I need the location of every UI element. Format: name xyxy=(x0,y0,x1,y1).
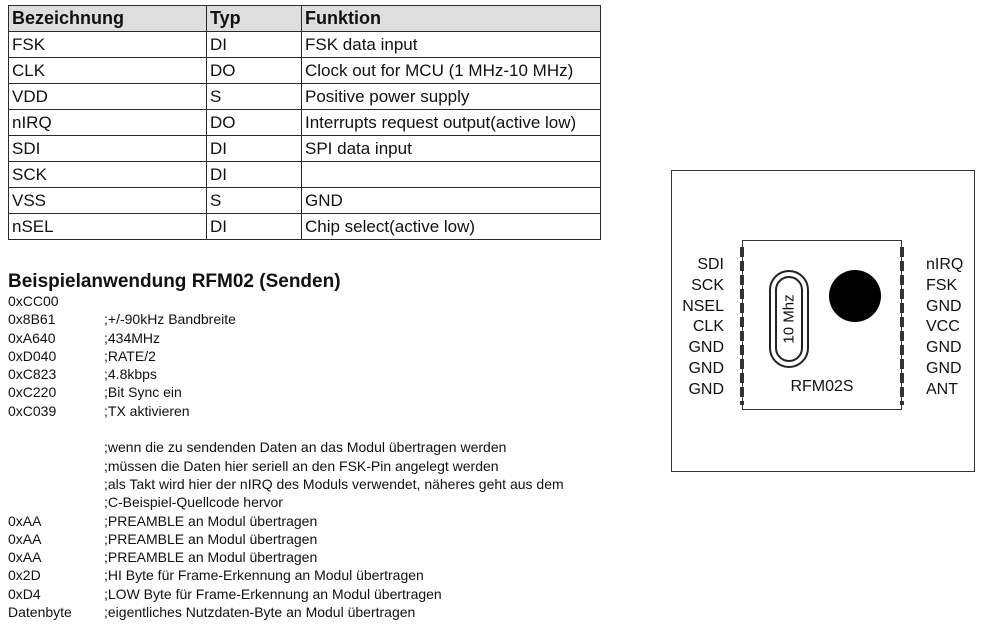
pin-label: GND xyxy=(688,380,724,398)
cell-type: DO xyxy=(207,58,302,84)
cell-name: nSEL xyxy=(9,214,207,240)
table-row xyxy=(9,214,601,240)
cell-function: Clock out for MCU (1 MHz-10 MHz) xyxy=(302,58,601,84)
rfm02s-module xyxy=(742,240,902,410)
cell-name: VDD xyxy=(9,84,207,110)
cell-type: DI xyxy=(207,162,302,188)
code-value: 0xAA xyxy=(8,549,42,566)
pin-label: CLK xyxy=(692,318,724,336)
code-comment: ;434MHz xyxy=(104,329,161,346)
cell-type: DO xyxy=(207,110,302,136)
code-comment: ;als Takt wird hier der nIRQ des Moduls verwendet, näheres geht aus dem xyxy=(104,475,564,492)
pin-label: nIRQ xyxy=(926,256,964,273)
code-value: 0xC220 xyxy=(8,384,57,401)
section-title: Beispielanwendung RFM02 (Senden) xyxy=(8,271,341,292)
pin1-marker-dot xyxy=(829,270,881,322)
code-comment: ;PREAMBLE an Modul übertragen xyxy=(104,530,318,547)
header-funktion: Funktion xyxy=(302,6,601,32)
code-comment: ;LOW Byte für Frame-Erkennung an Modul übertragen xyxy=(104,585,442,602)
cell-type: DI xyxy=(207,32,302,58)
crystal-label: 10 Mhz xyxy=(780,294,798,344)
cell-name: SDI xyxy=(9,136,207,162)
cell-name: FSK xyxy=(9,32,207,58)
table-header-row xyxy=(9,6,601,32)
module-name: RFM02S xyxy=(790,378,854,395)
code-value: 0x2D xyxy=(8,567,41,584)
cell-type: DI xyxy=(207,136,302,162)
cell-function: Positive power supply xyxy=(302,84,601,110)
pin-label: GND xyxy=(926,297,962,315)
cell-function: FSK data input xyxy=(302,32,601,58)
code-value: 0xAA xyxy=(8,512,42,529)
code-comment: ;4.8kbps xyxy=(104,366,157,383)
cell-name: CLK xyxy=(9,58,207,84)
table-row xyxy=(9,58,601,84)
cell-name: SCK xyxy=(9,162,207,188)
code-comment: ;wenn die zu sendenden Daten an das Modul übertragen werden xyxy=(104,439,507,456)
code-comment: ;HI Byte für Frame-Erkennung an Modul übertragen xyxy=(104,567,424,584)
code-value: 0x8B61 xyxy=(8,311,56,328)
crystal-oscillator xyxy=(769,270,809,368)
pin-label: FSK xyxy=(926,276,958,294)
cell-function: GND xyxy=(302,188,601,214)
cell-name: VSS xyxy=(9,188,207,214)
table-row xyxy=(9,162,601,188)
code-comment: ;PREAMBLE an Modul übertragen xyxy=(104,512,318,529)
code-comment: ;eigentliches Nutzdaten-Byte an Modul übertragen xyxy=(104,604,416,621)
code-comment: ;TX aktivieren xyxy=(104,402,190,419)
table-row xyxy=(9,110,601,136)
code-comment: ;müssen die Daten hier seriell an den FSK-Pin angelegt werden xyxy=(104,457,499,474)
cell-type: S xyxy=(207,84,302,110)
code-value: 0xAA xyxy=(8,530,42,547)
right-pin-labels xyxy=(926,255,963,401)
cell-function: Interrupts request output(active low) xyxy=(302,110,601,136)
cell-function: SPI data input xyxy=(302,136,601,162)
cell-type: DI xyxy=(207,214,302,240)
table-row xyxy=(9,136,601,162)
cell-function xyxy=(302,162,601,188)
code-value: Datenbyte xyxy=(8,604,72,621)
code-comment: ;PREAMBLE an Modul übertragen xyxy=(104,549,318,566)
pin-label: GND xyxy=(926,359,962,377)
code-comment: ;Bit Sync ein xyxy=(104,384,182,401)
pin-label: VCC xyxy=(926,318,960,336)
cell-type: S xyxy=(207,188,302,214)
header-typ: Typ xyxy=(207,6,302,32)
pin-label: NSEL xyxy=(682,297,724,315)
cell-name: nIRQ xyxy=(9,110,207,136)
pin-label: SDI xyxy=(697,256,724,273)
code-comment: ;+/-90kHz Bandbreite xyxy=(104,311,236,328)
code-value: 0xCC00 xyxy=(8,293,59,309)
table-row xyxy=(9,84,601,110)
code-value: 0xC823 xyxy=(8,366,57,383)
code-value: 0xD4 xyxy=(8,585,41,602)
header-bezeichnung: Bezeichnung xyxy=(9,6,207,32)
code-comment: ;C-Beispiel-Quellcode hervor xyxy=(104,494,283,511)
module-diagram xyxy=(671,170,975,472)
pin-label: ANT xyxy=(926,380,958,398)
code-value: 0xD040 xyxy=(8,347,57,364)
code-value: 0xC039 xyxy=(8,402,57,419)
left-pin-labels xyxy=(682,255,724,401)
table-row xyxy=(9,188,601,214)
table-row xyxy=(9,32,601,58)
pin-label: GND xyxy=(688,339,724,357)
pin-label: GND xyxy=(926,339,962,357)
pin-table xyxy=(8,5,601,240)
cell-function: Chip select(active low) xyxy=(302,214,601,240)
code-value: 0xA640 xyxy=(8,329,56,346)
pin-label: GND xyxy=(688,359,724,377)
code-comment: ;RATE/2 xyxy=(104,347,156,364)
pin-label: SCK xyxy=(691,276,724,294)
